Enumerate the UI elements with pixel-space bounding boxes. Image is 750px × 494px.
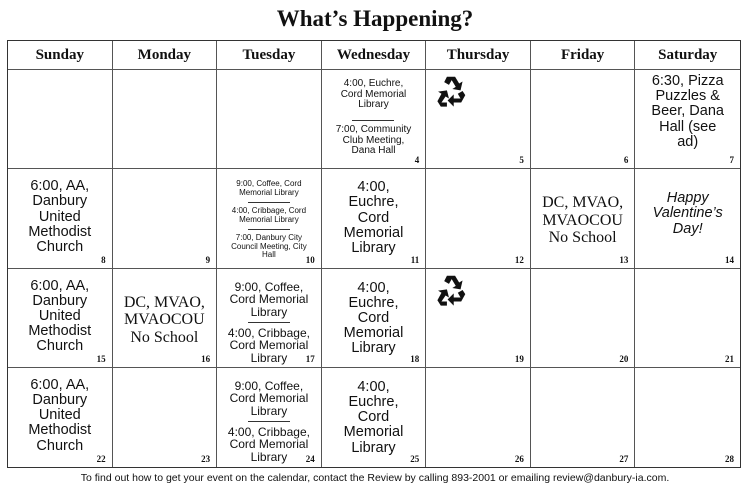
event-community-club: 7:00, Community Club Meeting, Dana Hall bbox=[335, 124, 412, 156]
day-cell-15 bbox=[8, 269, 113, 368]
day-header-monday: Monday bbox=[113, 41, 218, 70]
event-city-council: 7:00, Danbury City Council Meeting, City Hall bbox=[231, 233, 307, 260]
day-cell-7 bbox=[635, 70, 740, 169]
day-cell-17 bbox=[217, 269, 322, 368]
date-number: 11 bbox=[410, 254, 420, 265]
page-title: What’s Happening? bbox=[276, 6, 474, 31]
date-number: 25 bbox=[410, 454, 420, 464]
event-cribbage: 4:00, Cribbage, Cord Memorial Library bbox=[227, 424, 310, 464]
day-cell-28 bbox=[635, 368, 740, 467]
day-cell-11 bbox=[322, 169, 427, 268]
event-aa: 6:00, AA, Danbury United Methodist Church bbox=[28, 178, 92, 256]
date-number: 6 bbox=[623, 155, 629, 166]
day-cell-8 bbox=[8, 169, 113, 268]
event-euchre: 4:00, Euchre, Cord Memorial Library bbox=[343, 378, 404, 456]
event-no-school: DC, MVAO, MVAOCOU No School bbox=[123, 293, 205, 346]
day-header-wednesday: Wednesday bbox=[322, 41, 427, 70]
event-cribbage: 4:00, Cribbage, Cord Memorial Library bbox=[231, 206, 307, 224]
event-euchre: 4:00, Euchre, Cord Memorial Library bbox=[343, 179, 404, 257]
event-euchre: 4:00, Euchre, Cord Memorial Library bbox=[343, 279, 404, 357]
date-number: 17 bbox=[305, 353, 315, 364]
day-cell-empty bbox=[8, 70, 113, 169]
day-cell-19 bbox=[426, 269, 531, 368]
recycle-icon bbox=[434, 273, 468, 307]
event-aa: 6:00, AA, Danbury United Methodist Church bbox=[28, 376, 92, 454]
day-header-thursday: Thursday bbox=[426, 41, 531, 70]
event-divider bbox=[248, 322, 290, 323]
day-cell-25 bbox=[322, 368, 427, 467]
day-cell-23 bbox=[113, 368, 218, 467]
day-cell-27 bbox=[531, 368, 636, 467]
recycle-icon bbox=[434, 74, 468, 108]
date-number: 7 bbox=[729, 155, 734, 166]
date-number: 10 bbox=[305, 254, 315, 265]
event-coffee: 9:00, Coffee, Cord Memorial Library bbox=[236, 179, 302, 197]
day-cell-9 bbox=[113, 169, 218, 268]
event-coffee: 9:00, Coffee, Cord Memorial Library bbox=[229, 378, 309, 418]
day-cell-13 bbox=[531, 169, 636, 268]
day-cell-12 bbox=[426, 169, 531, 268]
footer-note: To find out how to get your event on the calendar, contact the Review by calling 893-2001 or emailing review@danbury-ia.com. bbox=[80, 472, 670, 484]
day-cell-16 bbox=[113, 269, 218, 368]
day-cell-6 bbox=[531, 70, 636, 169]
event-divider bbox=[248, 229, 290, 230]
date-number: 14 bbox=[724, 254, 734, 265]
date-number: 28 bbox=[724, 454, 734, 464]
day-cell-20 bbox=[531, 269, 636, 368]
date-number: 21 bbox=[724, 353, 734, 364]
date-number: 26 bbox=[514, 454, 524, 464]
day-cell-26 bbox=[426, 368, 531, 467]
date-number: 27 bbox=[619, 454, 629, 464]
day-cell-empty bbox=[113, 70, 218, 169]
day-cell-14 bbox=[635, 169, 740, 268]
event-pizza-puzzles: 6:30, Pizza Puzzles & Beer, Dana Hall (see ad) bbox=[651, 73, 724, 150]
day-cell-4 bbox=[322, 70, 427, 169]
date-number: 23 bbox=[201, 454, 211, 464]
day-header-sunday: Sunday bbox=[8, 41, 113, 70]
day-header-saturday: Saturday bbox=[635, 41, 740, 70]
date-number: 24 bbox=[305, 454, 315, 464]
date-number: 4 bbox=[414, 155, 420, 166]
date-number: 20 bbox=[619, 353, 629, 364]
date-number: 8 bbox=[101, 254, 106, 265]
date-number: 16 bbox=[201, 353, 211, 364]
event-divider bbox=[352, 120, 394, 121]
date-number: 22 bbox=[96, 454, 106, 464]
day-header-tuesday: Tuesday bbox=[217, 41, 322, 70]
date-number: 15 bbox=[96, 353, 106, 364]
day-header-friday: Friday bbox=[531, 41, 636, 70]
day-cell-24 bbox=[217, 368, 322, 467]
calendar-grid bbox=[7, 40, 741, 468]
day-cell-21 bbox=[635, 269, 740, 368]
date-number: 5 bbox=[519, 155, 524, 166]
date-number: 12 bbox=[514, 254, 524, 265]
event-euchre: 4:00, Euchre, Cord Memorial Library bbox=[340, 78, 407, 110]
date-number: 19 bbox=[514, 353, 524, 364]
date-number: 18 bbox=[410, 353, 420, 364]
date-number: 13 bbox=[619, 254, 629, 265]
event-divider bbox=[248, 202, 290, 203]
event-coffee: 9:00, Coffee, Cord Memorial Library bbox=[229, 279, 309, 319]
day-cell-empty bbox=[217, 70, 322, 169]
event-aa: 6:00, AA, Danbury United Methodist Church bbox=[28, 277, 92, 355]
day-cell-18 bbox=[322, 269, 427, 368]
event-divider bbox=[248, 421, 290, 422]
event-no-school: DC, MVAO, MVAOCOU No School bbox=[542, 194, 624, 247]
event-valentines: Happy Valentine’s Day! bbox=[652, 190, 723, 237]
day-cell-10 bbox=[217, 169, 322, 268]
date-number: 9 bbox=[205, 254, 211, 265]
event-cribbage: 4:00, Cribbage, Cord Memorial Library bbox=[227, 325, 310, 365]
day-cell-5 bbox=[426, 70, 531, 169]
day-cell-22 bbox=[8, 368, 113, 467]
